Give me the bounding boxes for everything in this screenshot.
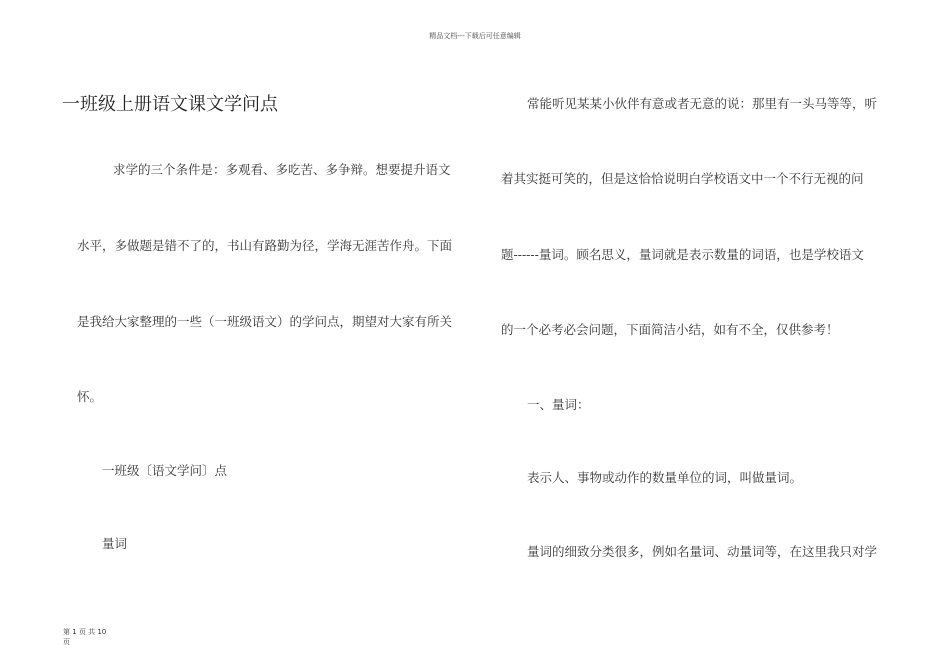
page-number-line-2: 页: [63, 638, 70, 646]
document-title: 一班级上册语文课文学问点: [62, 94, 278, 115]
page-header: 精品文档---下载后可任意编辑: [429, 32, 521, 40]
paragraph-line: 着其实挺可笑的，但是这恰恰说明白学校语文中一个不行无视的问: [501, 171, 864, 186]
page-number: [63, 627, 106, 647]
paragraph-line: 求学的三个条件是：多观看、多吃苦、多争辩。想要提升语文: [113, 162, 451, 177]
paragraph-line: 表示人、事物或动作的数量单位的词，叫做量词。: [527, 470, 803, 485]
section-heading: 一班级〔语文学问〕点: [102, 463, 228, 478]
section-heading: 一、量词：: [527, 397, 590, 412]
paragraph-line: 怀。: [77, 389, 103, 404]
paragraph-line: 的一个必考必会问题，下面简洁小结，如有不全，仅供参考！: [501, 322, 839, 337]
paragraph-line: 常能听见某某小伙伴有意或者无意的说：那里有一头马等等，听: [527, 96, 878, 111]
page-number-line-1: 第 1 页 共 10: [63, 628, 107, 636]
paragraph-line: 是我给大家整理的一些（一班级语文）的学问点，期望对大家有所关: [77, 314, 453, 329]
paragraph-line: 量词的细致分类很多，例如名量词、动量词等，在这里我只对学: [527, 544, 878, 559]
section-subheading: 量词: [102, 536, 128, 551]
paragraph-line: 水平，多做题是错不了的，书山有路勤为径，学海无涯苦作舟。下面: [77, 238, 453, 253]
paragraph-line: 题------量词。顾名思义，量词就是表示数量的词语，也是学校语文: [501, 247, 864, 262]
